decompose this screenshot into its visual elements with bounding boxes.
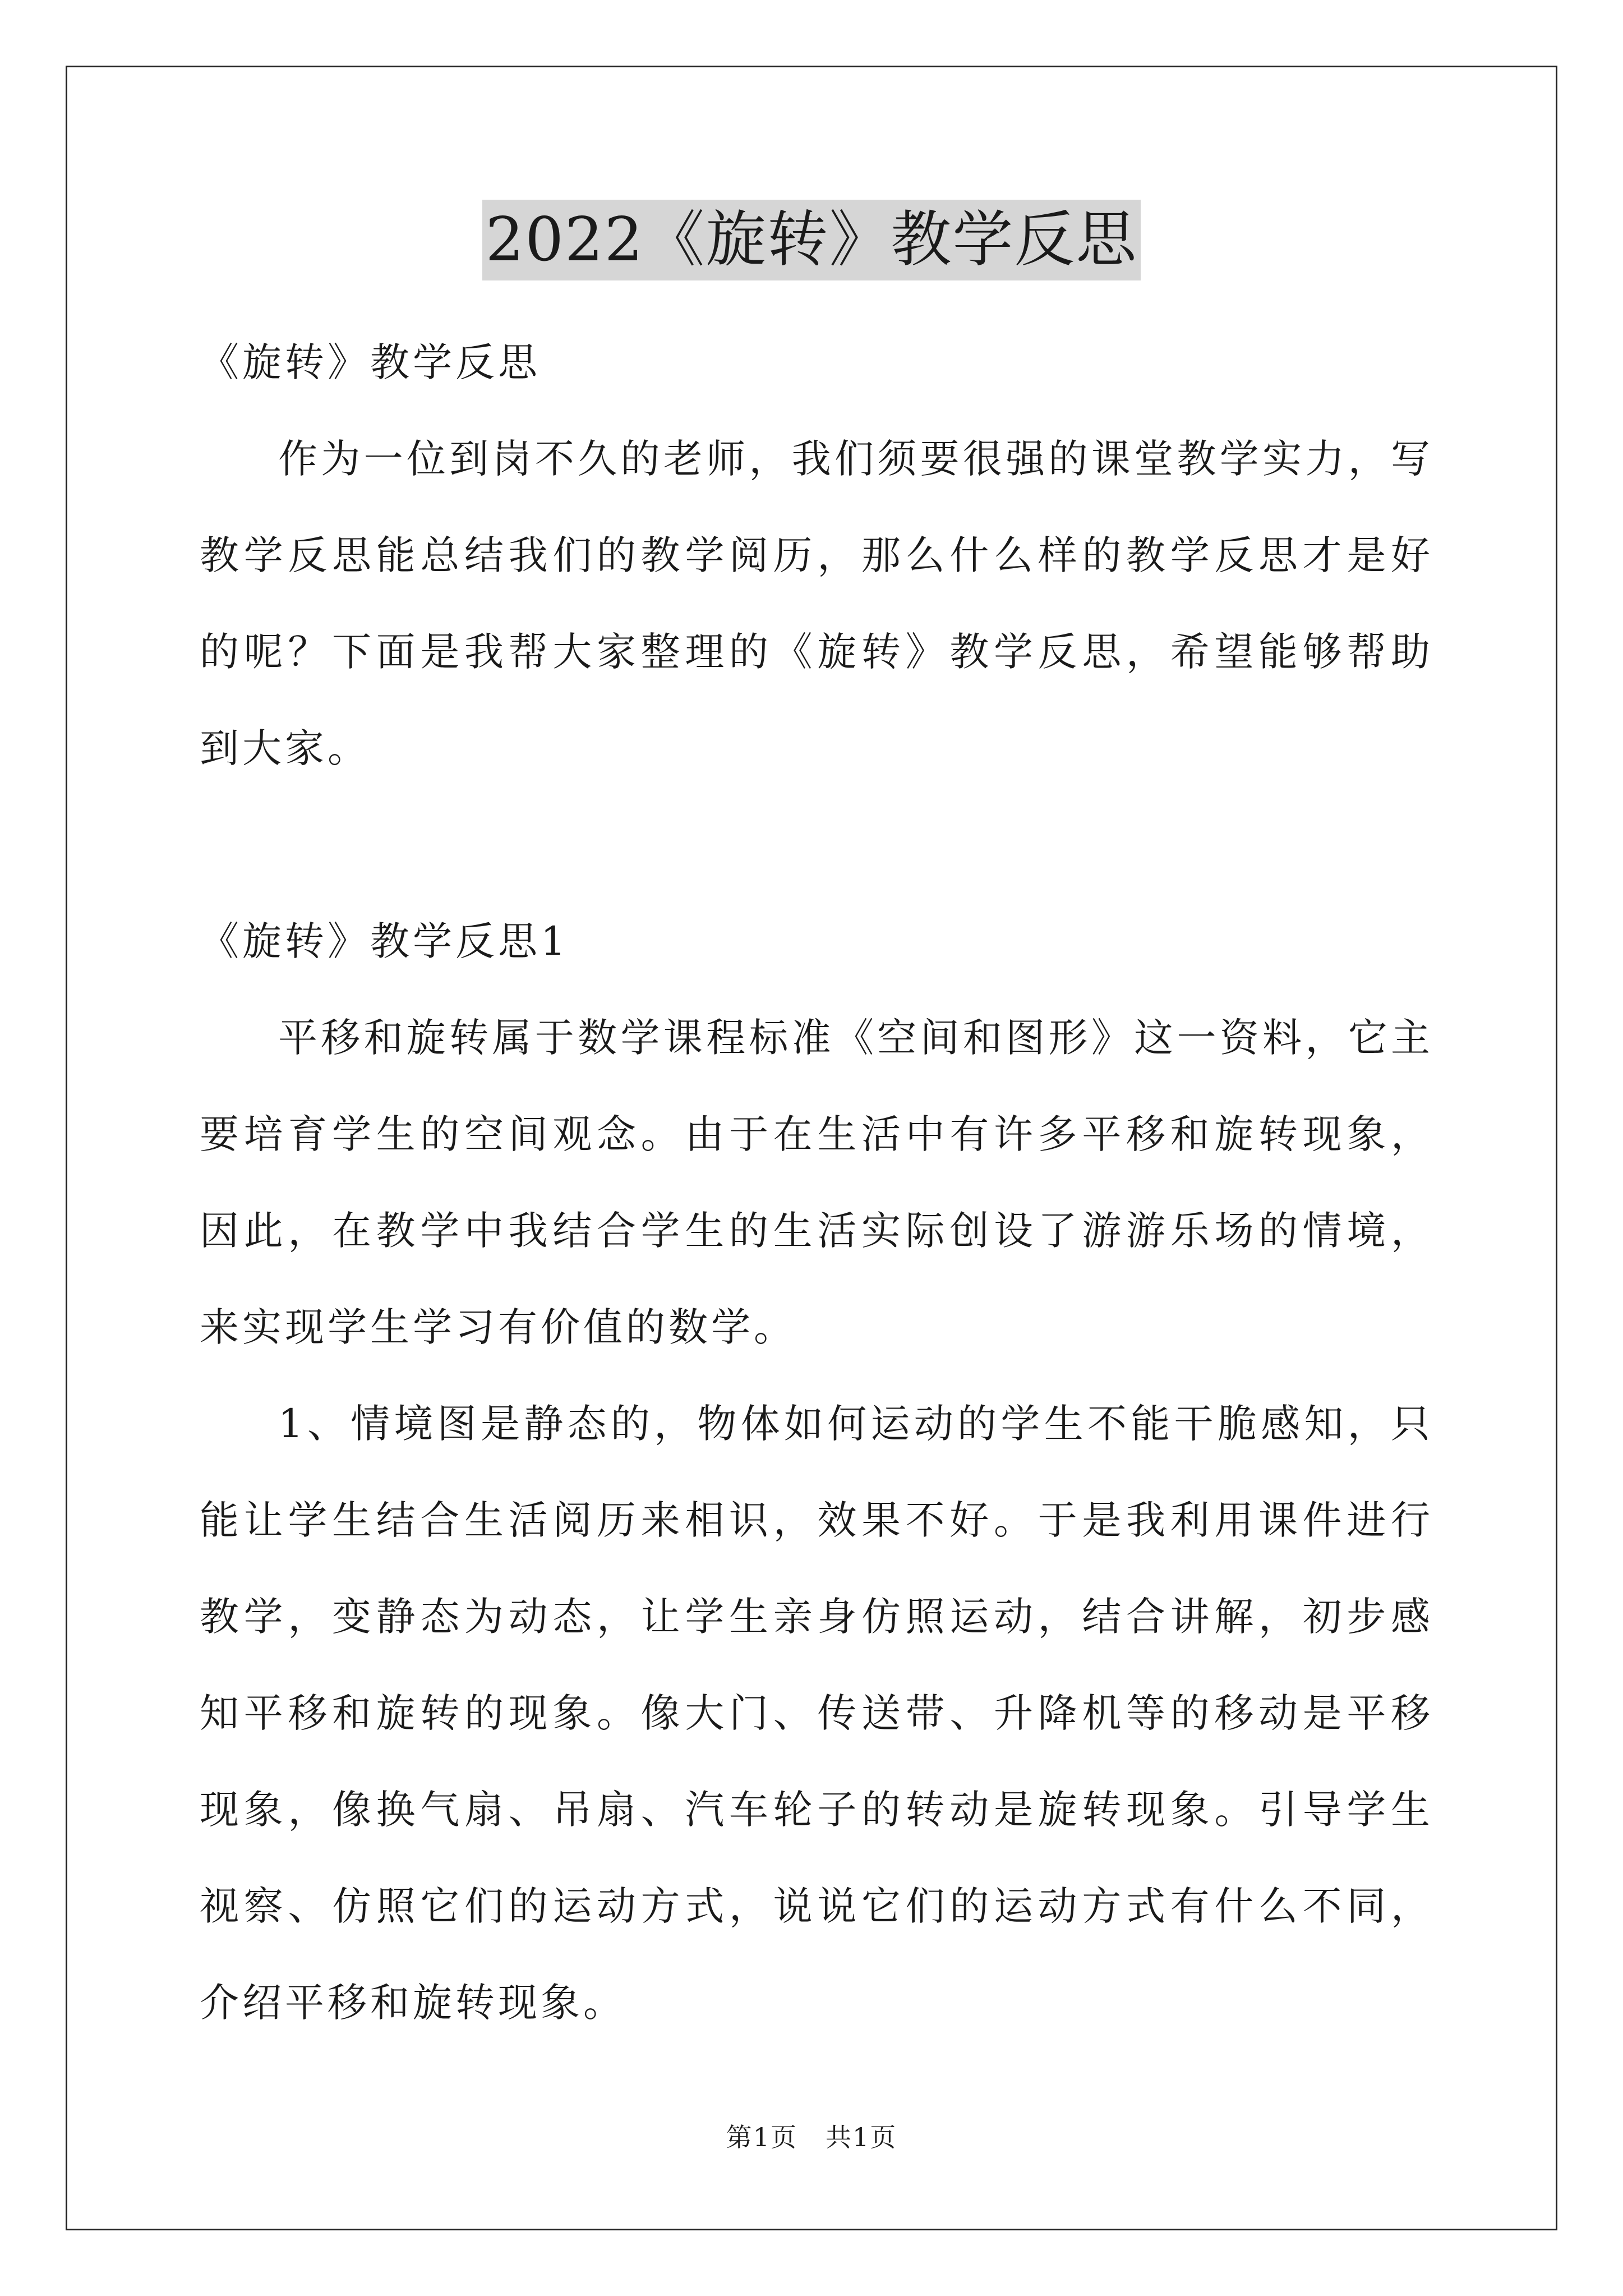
subtitle: 《旋转》教学反思 xyxy=(200,339,541,385)
section-heading: 《旋转》教学反思1 xyxy=(200,918,569,964)
document-body xyxy=(200,314,1433,2051)
intro-paragraph: 作为一位到岗不久的老师，我们须要很强的课堂教学实力，写教学反思能总结我们的教学阅历，那么什么样的教学反思才是好的呢？下面是我帮大家整理的《旋转》教学反思，希望能够帮助到大家。 xyxy=(200,436,1433,771)
paragraph-1: 平移和旋转属于数学课程标准《空间和图形》这一资料，它主要培育学生的空间观念。由于在生活中有许多平移和旋转现象，因此，在教学中我结合学生的生活实际创设了游游乐场的情境，来实现学生学习有价值的数学。 xyxy=(200,1015,1433,1350)
paragraph-2: 1、情境图是静态的，物体如何运动的学生不能干脆感知，只能让学生结合生活阅历来相识，效果不好。于是我利用课件进行教学，变静态为动态，让学生亲身仿照运动，结合讲解，初步感知平移和旋转的现象。像大门、传送带、升降机等的移动是平移现象，像换气扇、吊扇、汽车轮子的转动是旋转现象。引导学生视察、仿照它们的运动方式，说说它们的运动方式有什么不同，介绍平移和旋转现象。 xyxy=(200,1401,1433,2026)
spacer xyxy=(200,797,1433,893)
document-title: 2022《旋转》教学反思 xyxy=(482,200,1141,280)
title-container xyxy=(0,200,1623,280)
page-total: 共1页 xyxy=(826,2122,897,2152)
page-footer xyxy=(0,2120,1623,2154)
page-number: 第1页 xyxy=(726,2122,797,2152)
